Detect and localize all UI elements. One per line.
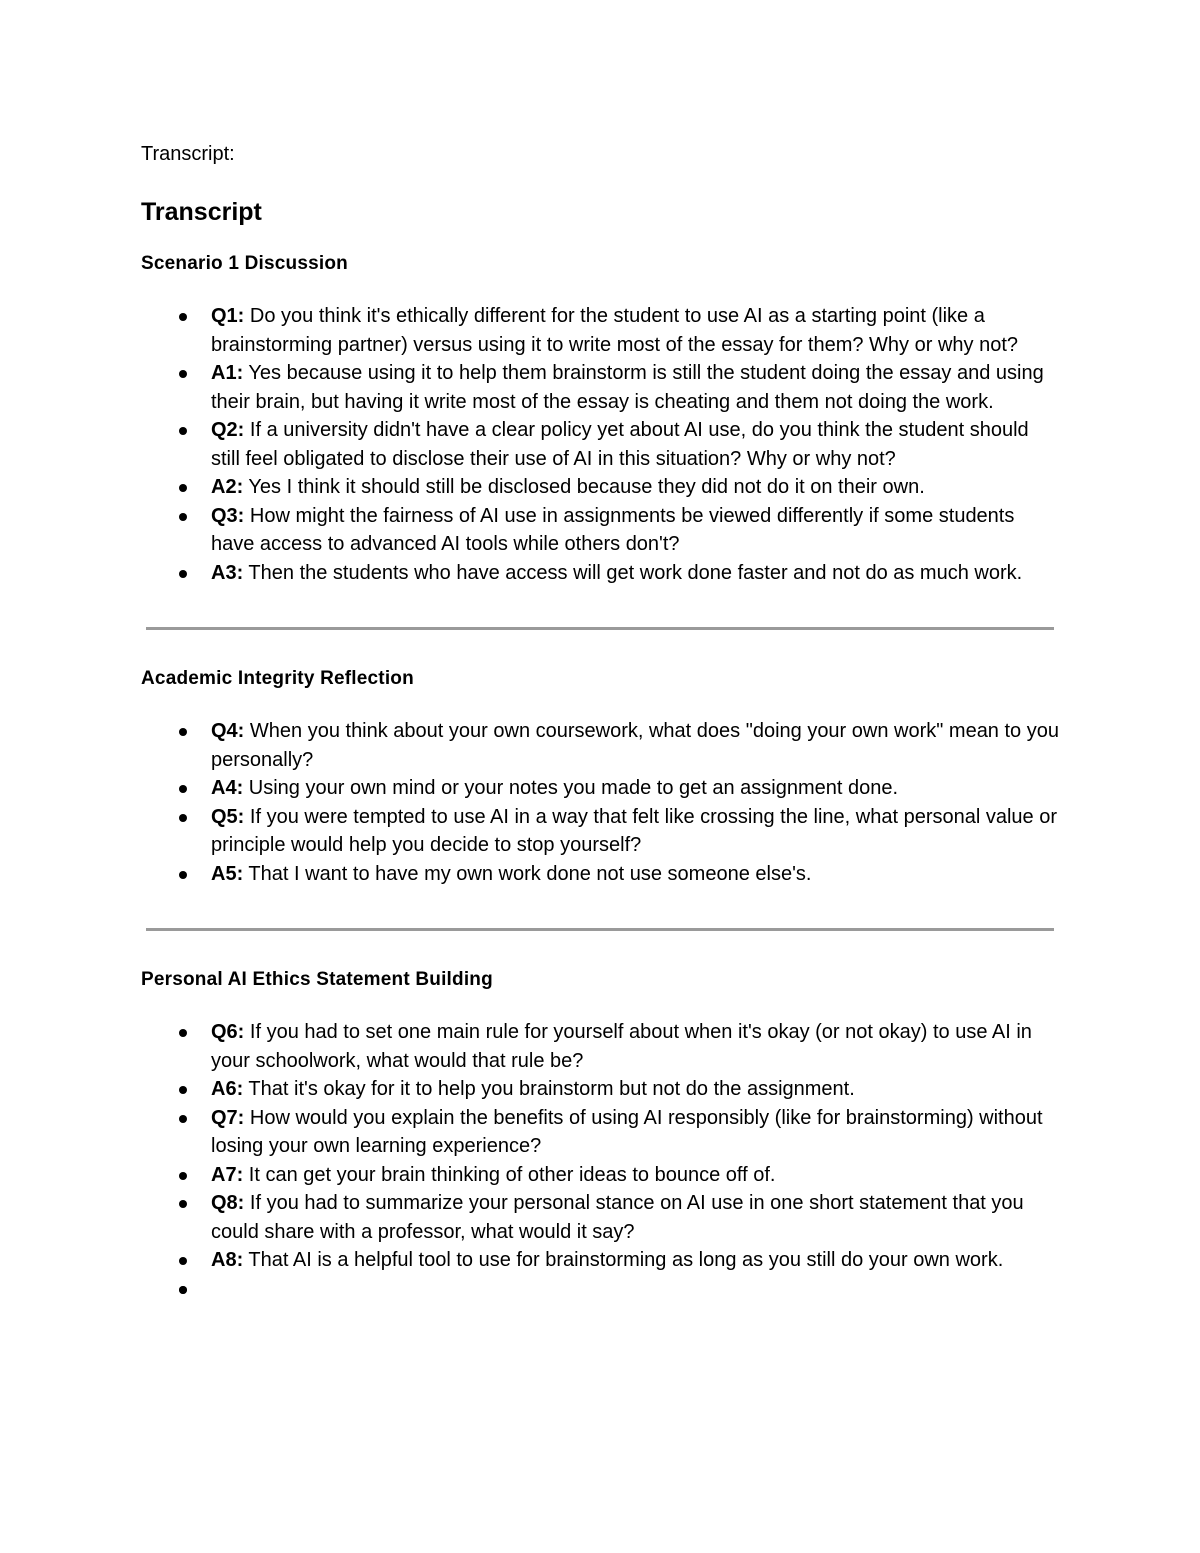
item-text: If you had to summarize your personal stance on AI use in one short statement that you could share with a professor, what would it say?	[211, 1192, 1024, 1243]
section-scenario-1	[141, 251, 1061, 587]
item-label: A8:	[211, 1249, 244, 1271]
item-label: Q2:	[211, 419, 245, 441]
bullet-icon	[179, 570, 187, 578]
item-label: A4:	[211, 777, 244, 799]
list-item	[141, 860, 1061, 889]
bullet-icon	[179, 513, 187, 521]
bullet-icon	[179, 1257, 187, 1265]
bullet-icon	[179, 370, 187, 378]
page-title: Transcript	[141, 198, 262, 226]
item-label: Q7:	[211, 1106, 245, 1129]
item-text: That I want to have my own work done not use someone else's.	[243, 862, 812, 885]
document-page	[141, 140, 1061, 1275]
list-item	[141, 1104, 1061, 1161]
item-label: A6:	[211, 1078, 244, 1100]
qa-list	[141, 302, 1061, 587]
bullet-icon	[179, 1200, 187, 1208]
bullet-icon	[179, 313, 187, 321]
bullet-icon	[179, 484, 187, 492]
list-item	[141, 803, 1061, 860]
item-text: If a university didn't have a clear policy yet about AI use, do you think the student should still feel obligated to disclose their use of AI in this situation? Why or why not?	[211, 419, 1029, 470]
item-text: Using your own mind or your notes you made to get an assignment done.	[243, 777, 899, 799]
list-item	[141, 717, 1061, 774]
item-text: That it's okay for it to help you brainstorm but not do the assignment.	[243, 1078, 855, 1100]
item-text: It can get your brain thinking of other ideas to bounce off of.	[243, 1163, 776, 1186]
bullet-icon	[179, 785, 187, 793]
list-item	[141, 559, 1061, 588]
bullet-icon	[179, 1172, 187, 1180]
item-label: Q6:	[211, 1021, 245, 1043]
bullet-icon	[179, 1286, 187, 1294]
bullet-icon	[179, 871, 187, 879]
bullet-icon	[179, 728, 187, 736]
item-text: Then the students who have access will get work done faster and not do as much work.	[243, 561, 1023, 584]
item-label: Q3:	[211, 504, 245, 527]
item-label: Q8:	[211, 1192, 245, 1214]
qa-list	[141, 1018, 1061, 1275]
section-personal-ai-ethics	[141, 967, 1061, 1275]
item-label: A2:	[211, 476, 244, 498]
pre-title: Transcript:	[141, 143, 235, 165]
horizontal-divider	[146, 627, 1054, 630]
section-heading: Academic Integrity Reflection	[141, 668, 414, 689]
item-text: Yes I think it should still be disclosed because they did not do it on their own.	[243, 476, 925, 498]
section-academic-integrity	[141, 666, 1061, 888]
item-label: Q4:	[211, 720, 245, 742]
qa-list	[141, 717, 1061, 888]
list-item	[141, 359, 1061, 416]
section-heading: Personal AI Ethics Statement Building	[141, 969, 493, 990]
item-text: Do you think it's ethically different for the student to use AI as a starting point (like a brainstorming partner) versus using it to write most of the essay for them? Why or why not?	[211, 305, 1018, 356]
bullet-icon	[179, 814, 187, 822]
list-item	[141, 416, 1061, 473]
list-item	[141, 1161, 1061, 1190]
item-label: A1:	[211, 362, 244, 384]
bullet-icon	[179, 1086, 187, 1094]
item-label: A5:	[211, 862, 244, 885]
item-label: A3:	[211, 561, 244, 584]
item-text: How might the fairness of AI use in assignments be viewed differently if some students have access to advanced AI tools while others don't?	[211, 504, 1015, 555]
list-item	[141, 774, 1061, 803]
item-text: Yes because using it to help them brainstorm is still the student doing the essay and using their brain, but having it write most of the essay is cheating and them not doing the work.	[211, 362, 1044, 413]
bullet-icon	[179, 427, 187, 435]
item-text: If you were tempted to use AI in a way that felt like crossing the line, what personal value or principle would help you decide to stop yourself?	[211, 805, 1057, 856]
item-text: How would you explain the benefits of using AI responsibly (like for brainstorming) without losing your own learning experience?	[211, 1106, 1043, 1157]
section-heading: Scenario 1 Discussion	[141, 253, 348, 274]
bullet-icon	[179, 1115, 187, 1123]
list-item	[141, 302, 1061, 359]
item-text: When you think about your own coursework, what does "doing your own work" mean to you personally?	[211, 720, 1059, 771]
item-label: Q5:	[211, 805, 245, 828]
list-item	[141, 502, 1061, 559]
item-label: Q1:	[211, 305, 245, 327]
list-item	[141, 1189, 1061, 1246]
list-item	[141, 1246, 1061, 1275]
bullet-icon	[179, 1029, 187, 1037]
item-text: That AI is a helpful tool to use for brainstorming as long as you still do your own work.	[243, 1249, 1004, 1271]
list-item	[141, 473, 1061, 502]
horizontal-divider	[146, 928, 1054, 931]
item-label: A7:	[211, 1163, 244, 1186]
item-text: If you had to set one main rule for yourself about when it's okay (or not okay) to use AI in your schoolwork, what would that rule be?	[211, 1021, 1032, 1072]
list-item	[141, 1018, 1061, 1075]
list-item	[141, 1075, 1061, 1104]
